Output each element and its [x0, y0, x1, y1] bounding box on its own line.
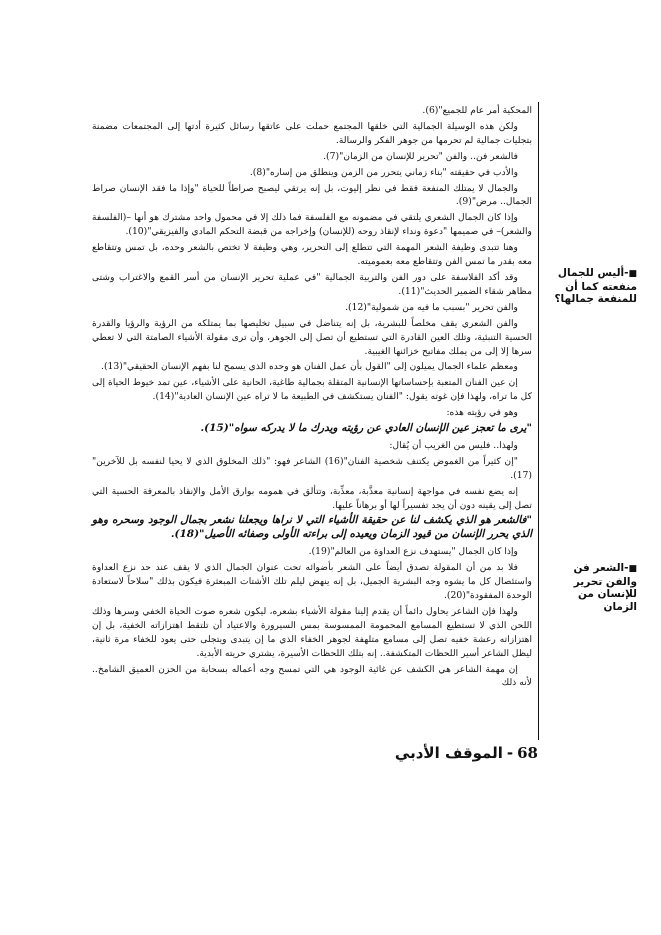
sidebar-note-2-line-3: للإنسان من الزمان: [577, 588, 637, 613]
paragraph: وقد أكد الفلاسفة على دور الفن والتربية الجمالية "في عملية تحرير الإنسان من أسر القمع والاغتراب وشتى مظاهر شقاء الضمير الحديث"(11).: [92, 271, 532, 297]
paragraph: والأدب في حقيقته "بناء زماني يتحرر من الزمن وينطلق من إساره"(8).: [249, 166, 518, 178]
block-quote: "فالشعر هو الذي يكشف لنا عن حقيقة الأشياء التي لا نراها ويجعلنا نشعر بجمال الوجود وسحره وهو الذي يحرر الإنسان من قيود الزمان ويعيده إلى براءته الأولى وصفائه الأصيل"(18).: [92, 514, 532, 541]
sidebar-note-2: [545, 562, 637, 613]
paragraph: ولهذا فإن الشاعر يحاول دائماً أن يقدم إلينا مقولة الأشياء بشعره، ليكون شعره صوت الحياة الخفي وسرها وذلك اللحن الذي لا تستطيع المسامع المحمومة الممسوسة بمس السيرورة والاعتياد أن تلتقط اهتزازاته الخفية، بل إن اهتزازاته رعشة خفيه تصل إلى مسامع متلهفة لجوهر الخفاء الذي ما إن يتبدى ويتجلى حتى يعود للخفاء مرة ثانية، ليظل الشاعر أسير اللحظات المتكشفة.. إنه بتلك اللحظات الأسيرة، يشتري حريته الأبدية.: [92, 605, 532, 659]
page-number: 68: [517, 744, 538, 762]
sidebar-note-1-line-1: ■-أليس للجمال: [557, 267, 637, 279]
paragraph: إن عين الفنان المتعبة بإحساساتها الإنسانية المتقلة بجمالية طاغية، الحانية على الأشياء، عين تمد خيوط الحياة إلى كل ما تراه، ولهذا فإن غوته يقول: "الفنان يستكشف في الطبيعة ما لا تراه عين الإنسان العادية"(14).: [92, 377, 532, 403]
bullet-icon: ■: [628, 564, 637, 574]
paragraph: وهنا تتبدى وظيفة الشعر المهمة التي تتطلع إلى التحرير، وهي وظيفة لا تختص بالشعر وحده، بل تمس وتتقاطع معه بقدر ما تمس الفن وتتقاطع معه بعموميته.: [92, 242, 532, 268]
page-footer: [270, 744, 538, 762]
bullet-icon: ■: [628, 269, 637, 279]
paragraph: وإذا كان الجمال الشعري يلتقي في مضمونه مع الفلسفة فما ذلك إلا في محمول واحد مشترك هو أنها –(الفلسفة والشعر)– في صميمها "دعوة ونداء لإنقاذ روحه (للإنسان) وإخراجه من قبضة التحكم المادي والفيزيقي"(10).: [92, 212, 532, 238]
paragraph: والفن الشعري يقف مخلصاً للبشرية، بل إنه يتناضل في سبيل تخليصها بما يمتلكه من الرؤية والرؤيا والقدرة الحسية التنبئية، وتلك العين القادرة التي تستطيع أن تصل إلى الجوهر، وأن ترى مقولة الأشياء الصامتة التي لا تعطي سرها إلا إلى من يملك مفاتيح خزائنها الغيبية.: [92, 317, 532, 357]
sidebar-note-2-line-1: ■-الشعر فن: [573, 562, 637, 574]
paragraph: والجمال لا يمتلك المنفعة فقط في نظر إليوت، بل إنه يرتقي ليصبح صراطاً للحياة "وإذا ما فقد الإنسان صراط الجمال.. مرض"(9).: [92, 182, 532, 208]
paragraph: والفن تحرير "بسبب ما فيه من شمولية"(12).: [345, 301, 518, 313]
paragraph: وإذا كان الجمال "يستهدف نزع العداوة من العالم"(19).: [308, 546, 518, 558]
paragraph: إنه يضع نفسه في مواجهة إنسانية معذَّبة، معذِّبة، وتتألق في همومه بوارق الأمل والإنقاذ بالمعرفة الحسية التي تصل إلى يقينه دون أن يجد تفسيراً لها أو برهاناً عليها.: [92, 485, 532, 511]
sidebar-note-1-line-3: للمنفعة جمالها؟: [554, 293, 637, 305]
block-quote: "يرى ما تعجز عين الإنسان العادي عن رؤيته ويدرك ما لا يدركه سواه"(15).: [200, 422, 532, 435]
sidebar-note-1: [545, 267, 637, 306]
paragraph: إن مهمة الشاعر هي الكشف عن غائية الوجود هي التي تمسح وجه أعماله بسحابة من الحزن العميق الشامخ.. لأنه ذلك: [92, 663, 532, 689]
paragraph: فالشعر فن.. والفن "تحرير للإنسان من الزمان"(7).: [323, 150, 518, 162]
sidebar-note-1-line-2: منفعته كما أن: [565, 280, 637, 293]
article-body: [92, 104, 532, 692]
paragraph: ولهذا.. فليس من الغريب أن يُقال:: [389, 439, 518, 451]
paragraph: فلا بد من أن المقولة تصدق أيضاً على الشعر بأضوائه تحت عنوان الجمال الذي لا يقف عند حد نزع العداوة واستئصال كل ما يشوه وجه البشرية الجميل، بل إنه ينهض ليلم تلك الأشتات المبعثرة فيكون بذلك "سلاحاً لاستعادة الوحدة المفقودة"(20).: [92, 562, 532, 601]
column-rule: [538, 102, 539, 740]
paragraph: ومعظم علماء الجمال يميلون إلى "القول بأن عمل الفنان هو وحده الذي يسمح لنا بفهم الإنسان الحقيقي"(13).: [101, 361, 518, 373]
journal-title: الموقف الأدبي: [394, 744, 503, 762]
paragraph: ولكن هذه الوسيلة الجمالية التي خلقها المجتمع حملت على عاتقها رسائل كثيرة أدتها إلى المجتمعات مضمنة بتجليات جمالية لم تحرمها من جوهر الفكر والرسالة.: [92, 120, 532, 146]
footer-separator: -: [506, 744, 514, 762]
paragraph: وهو في رؤيته هذه:: [446, 407, 518, 419]
sidebar-note-2-line-2: والفن تحرير: [573, 575, 637, 588]
paragraph: المحكية أمر عام للجميع"(6).: [422, 105, 532, 116]
paragraph: "إن كثيراً من الغموض يكتنف شخصية الفنان"(16) الشاعر فهو: "ذلك المخلوق الذي لا يحيا لنفسه بل للآخرين"(17).: [92, 455, 532, 481]
